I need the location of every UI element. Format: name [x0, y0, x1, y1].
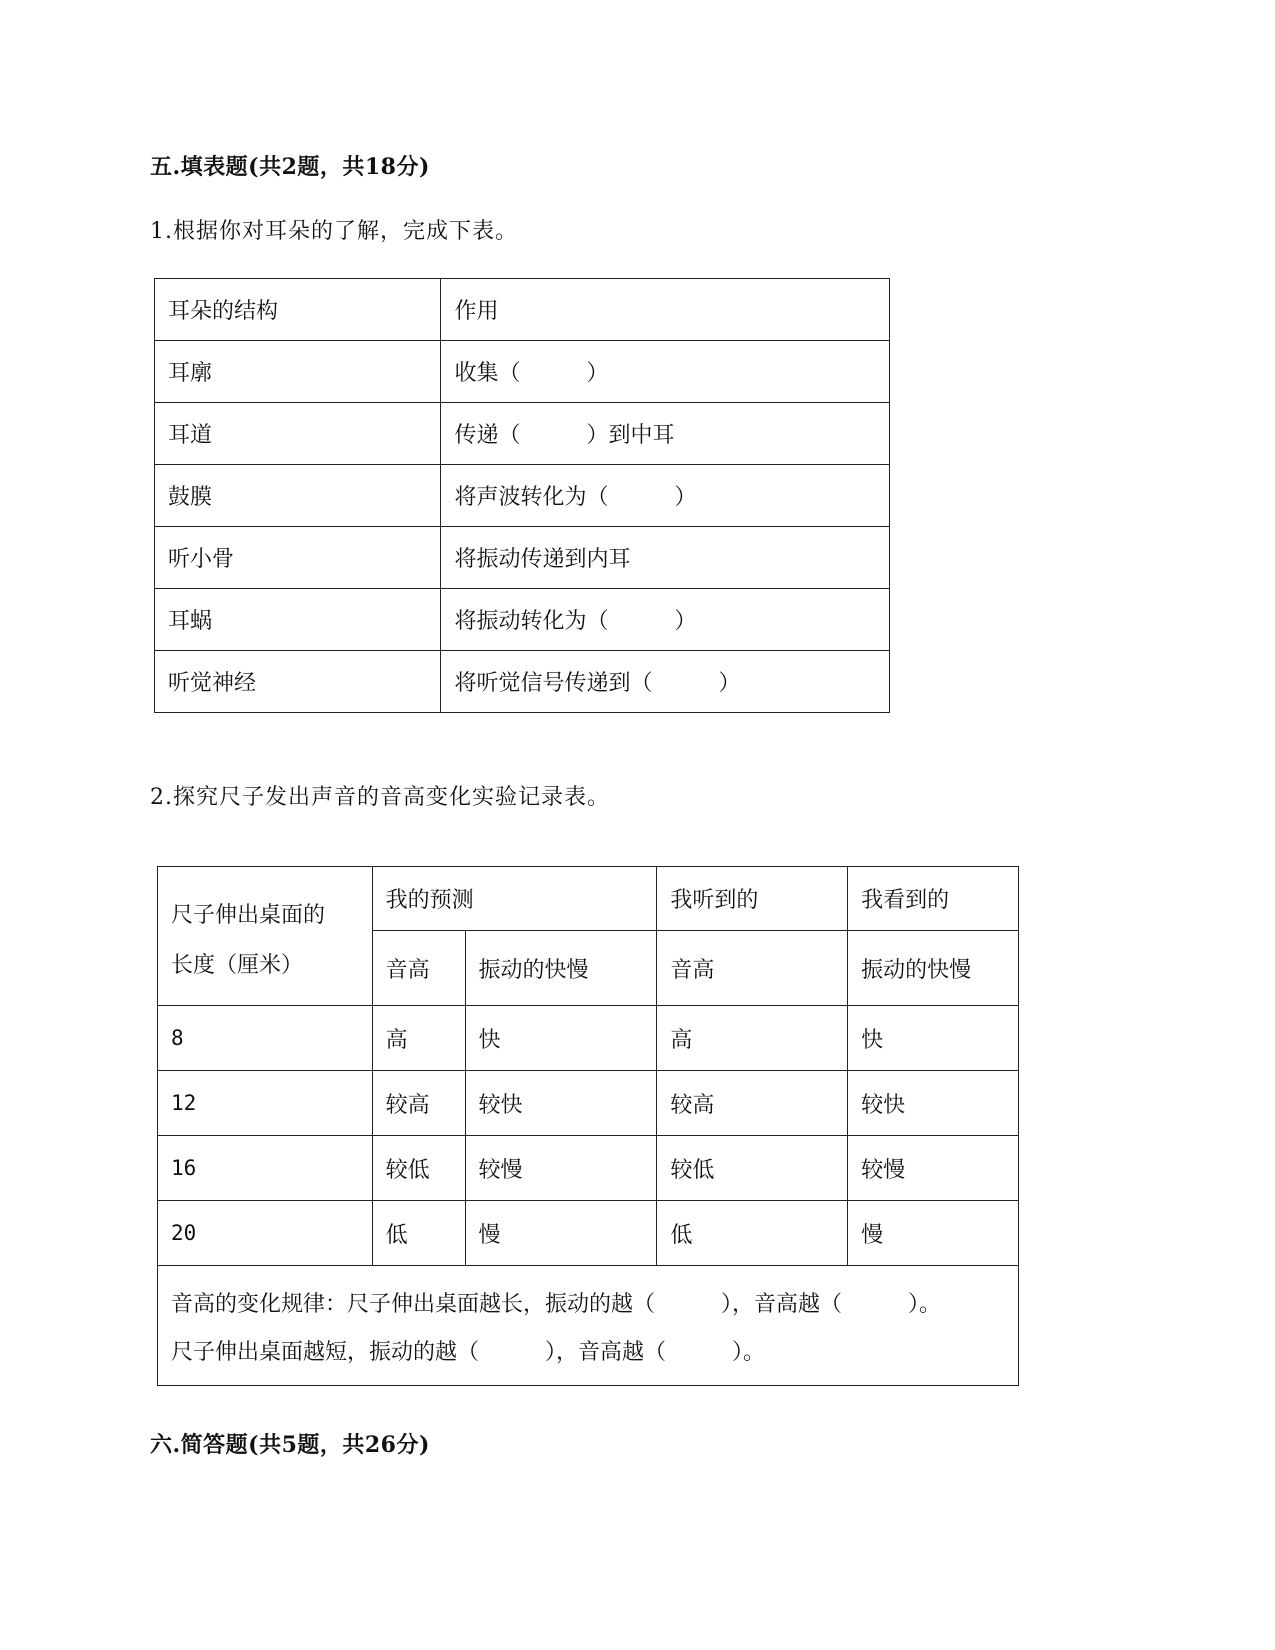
section-six-heading: 六.简答题(共5题，共26分): [150, 1432, 430, 1458]
table-row: [155, 465, 890, 527]
ear-table-header-row: [155, 279, 890, 341]
ruler-length-cell: 16: [158, 1136, 373, 1201]
table-row: [155, 589, 890, 651]
ear-structure-cell: 耳廓: [155, 341, 441, 403]
prediction-speed-header: 振动的快慢: [465, 931, 657, 1006]
heard-pitch-header: 音高: [657, 931, 848, 1006]
ear-structure-cell: 耳道: [155, 403, 441, 465]
table-row: [155, 651, 890, 713]
seen-speed-cell: 较快: [848, 1071, 1019, 1136]
ear-structure-cell: 鼓膜: [155, 465, 441, 527]
ruler-length-cell: 8: [158, 1006, 373, 1071]
seen-speed-header: 振动的快慢: [848, 931, 1019, 1006]
ear-function-cell: 将振动传递到内耳: [441, 527, 890, 589]
pitch-rule-line2: 尺子伸出桌面越短，振动的越（ ），音高越（ ）。: [171, 1339, 766, 1365]
table-row: [158, 1006, 1019, 1071]
table-row: [158, 1071, 1019, 1136]
heard-pitch-cell: 高: [657, 1006, 848, 1071]
heard-pitch-cell: 较高: [657, 1071, 848, 1136]
ear-table-header-function: 作用: [441, 279, 890, 341]
ear-structure-table: [154, 278, 890, 713]
prediction-group-header: 我的预测: [372, 867, 657, 931]
seen-speed-cell: 快: [848, 1006, 1019, 1071]
table-row: [155, 403, 890, 465]
predicted-speed-cell: 慢: [465, 1201, 657, 1266]
ear-function-cell[interactable]: 收集（ ）: [441, 341, 890, 403]
ear-structure-cell: 听觉神经: [155, 651, 441, 713]
ear-function-cell[interactable]: 将声波转化为（ ）: [441, 465, 890, 527]
seen-speed-cell: 慢: [848, 1201, 1019, 1266]
ear-function-cell[interactable]: 传递（ ）到中耳: [441, 403, 890, 465]
table-row: [158, 1136, 1019, 1201]
ruler-length-cell: 20: [158, 1201, 373, 1266]
ruler-pitch-table: [157, 866, 1019, 1386]
table-row: [158, 1201, 1019, 1266]
ruler-length-cell: 12: [158, 1071, 373, 1136]
conclusion-row: [158, 1266, 1019, 1386]
predicted-speed-cell: 快: [465, 1006, 657, 1071]
table-row: [155, 527, 890, 589]
seen-group-header: 我看到的: [848, 867, 1019, 931]
ruler-table-group-header-row: [158, 867, 1019, 931]
ruler-length-header-line1: 尺子伸出桌面的: [171, 903, 326, 928]
prediction-pitch-header: 音高: [372, 931, 465, 1006]
pitch-rule-conclusion[interactable]: [158, 1266, 1019, 1386]
question-two-prompt: 2.探究尺子发出声音的音高变化实验记录表。: [150, 785, 610, 810]
pitch-rule-line1: 音高的变化规律：尺子伸出桌面越长，振动的越（ ），音高越（ ）。: [171, 1291, 942, 1317]
heard-pitch-cell: 低: [657, 1201, 848, 1266]
predicted-speed-cell: 较快: [465, 1071, 657, 1136]
ear-structure-cell: 耳蜗: [155, 589, 441, 651]
predicted-pitch-cell: 较低: [372, 1136, 465, 1201]
predicted-pitch-cell: 较高: [372, 1071, 465, 1136]
table-row: [155, 341, 890, 403]
section-five-heading: 五.填表题(共2题，共18分): [150, 154, 430, 180]
ruler-length-header: [158, 867, 373, 1006]
heard-group-header: 我听到的: [657, 867, 848, 931]
predicted-pitch-cell: 低: [372, 1201, 465, 1266]
ear-function-cell[interactable]: 将振动转化为（ ）: [441, 589, 890, 651]
ruler-length-header-line2: 长度（厘米）: [171, 953, 304, 978]
ear-function-cell[interactable]: 将听觉信号传递到（ ）: [441, 651, 890, 713]
seen-speed-cell: 较慢: [848, 1136, 1019, 1201]
question-one-prompt: 1.根据你对耳朵的了解，完成下表。: [150, 219, 518, 244]
ear-table-header-structure: 耳朵的结构: [155, 279, 441, 341]
heard-pitch-cell: 较低: [657, 1136, 848, 1201]
predicted-speed-cell: 较慢: [465, 1136, 657, 1201]
predicted-pitch-cell: 高: [372, 1006, 465, 1071]
ear-structure-cell: 听小骨: [155, 527, 441, 589]
